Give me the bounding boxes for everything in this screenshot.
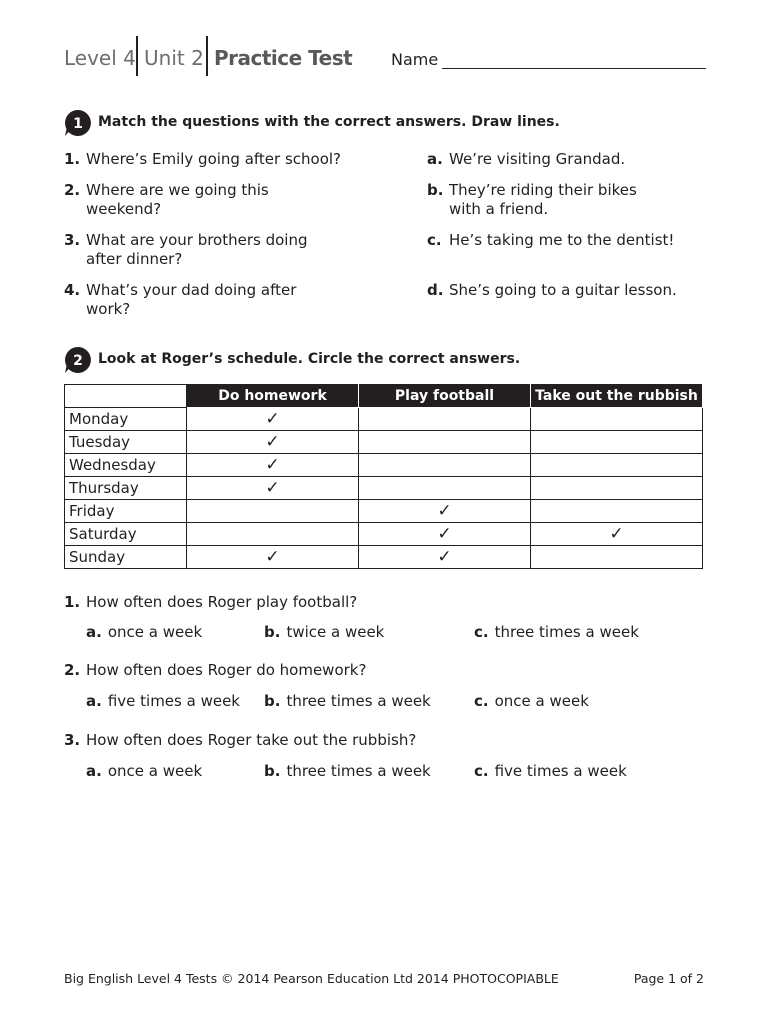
question-number: 1. xyxy=(64,593,81,611)
table-row xyxy=(65,431,703,454)
exercise-number-badge xyxy=(64,109,92,137)
option-letter: b. xyxy=(264,623,281,641)
answer-option[interactable] xyxy=(474,762,627,781)
table-row xyxy=(65,408,703,431)
check-mark-cell: ✓ xyxy=(359,523,531,546)
answer-option[interactable] xyxy=(86,762,202,781)
answer-letter: a. xyxy=(427,150,443,168)
unit-label: Unit 2 xyxy=(144,46,204,70)
answer-text: He’s taking me to the dentist! xyxy=(449,231,675,249)
check-mark-cell: ✓ xyxy=(359,500,531,523)
option-letter: a. xyxy=(86,623,102,641)
answer-text: They’re riding their bikes with a friend. xyxy=(449,181,637,218)
option-letter: c. xyxy=(474,692,489,710)
question-text: How often does Roger do homework? xyxy=(86,661,367,679)
answer-text: She’s going to a guitar lesson. xyxy=(449,281,677,299)
option-text: once a week xyxy=(107,623,203,641)
empty-cell xyxy=(187,500,359,523)
table-row xyxy=(65,477,703,500)
day-cell: Monday xyxy=(65,408,187,431)
answer-option[interactable] xyxy=(474,623,639,642)
option-letter: c. xyxy=(474,762,489,780)
table-row xyxy=(65,546,703,569)
answer-letter: c. xyxy=(427,231,442,249)
option-text: three times a week xyxy=(494,623,639,641)
answer-option[interactable] xyxy=(474,692,589,711)
table-row xyxy=(65,523,703,546)
page-title: Practice Test xyxy=(214,46,353,70)
footer-copyright: Big English Level 4 Tests © 2014 Pearson Education Ltd 2014 PHOTOCOPIABLE xyxy=(64,971,559,986)
page-header xyxy=(64,36,706,76)
empty-cell xyxy=(359,431,531,454)
option-letter: b. xyxy=(264,762,281,780)
name-field[interactable] xyxy=(442,68,706,69)
answer-option[interactable] xyxy=(86,623,202,642)
question-number: 1. xyxy=(64,150,81,168)
day-cell: Friday xyxy=(65,500,187,523)
option-text: five times a week xyxy=(494,762,627,780)
check-mark-cell: ✓ xyxy=(187,454,359,477)
page-number: Page 1 of 2 xyxy=(633,971,704,986)
schedule-table xyxy=(64,384,703,569)
option-letter: b. xyxy=(264,692,281,710)
answer-option[interactable] xyxy=(264,762,431,781)
day-cell: Wednesday xyxy=(65,454,187,477)
question-text: What’s your dad doing after work? xyxy=(86,281,297,318)
empty-cell xyxy=(531,500,703,523)
column-header: Do homework xyxy=(187,385,359,408)
empty-cell xyxy=(531,477,703,500)
empty-cell xyxy=(531,431,703,454)
answer-text: We’re visiting Grandad. xyxy=(449,150,626,168)
question-text: How often does Roger take out the rubbish? xyxy=(86,731,417,749)
option-letter: c. xyxy=(474,623,489,641)
header-divider xyxy=(136,36,138,76)
question-text: What are your brothers doing after dinner? xyxy=(86,231,308,268)
table-corner-cell xyxy=(65,385,187,408)
option-text: five times a week xyxy=(107,692,240,710)
option-text: once a week xyxy=(494,692,589,710)
table-row xyxy=(65,500,703,523)
column-header: Take out the rubbish xyxy=(531,385,703,408)
question-number: 4. xyxy=(64,281,81,299)
option-letter: a. xyxy=(86,762,102,780)
exercise-instruction: Look at Roger’s schedule. Circle the correct answers. xyxy=(98,351,521,367)
day-cell: Saturday xyxy=(65,523,187,546)
question-number: 3. xyxy=(64,231,81,249)
empty-cell xyxy=(187,523,359,546)
exercise-instruction: Match the questions with the correct answers. Draw lines. xyxy=(98,114,560,130)
question-text: Where’s Emily going after school? xyxy=(86,150,342,168)
option-text: twice a week xyxy=(286,623,385,641)
check-mark-cell: ✓ xyxy=(187,477,359,500)
check-mark-cell: ✓ xyxy=(187,408,359,431)
day-cell: Thursday xyxy=(65,477,187,500)
table-header-row xyxy=(65,385,703,408)
answer-option[interactable] xyxy=(264,623,384,642)
answer-option[interactable] xyxy=(86,692,240,711)
answer-option[interactable] xyxy=(264,692,431,711)
empty-cell xyxy=(359,408,531,431)
header-divider xyxy=(206,36,208,76)
check-mark-cell: ✓ xyxy=(187,546,359,569)
check-mark-cell: ✓ xyxy=(531,523,703,546)
svg-text:2: 2 xyxy=(73,353,83,369)
question-text: How often does Roger play football? xyxy=(86,593,358,611)
option-text: three times a week xyxy=(286,692,431,710)
table-row xyxy=(65,454,703,477)
check-mark-cell: ✓ xyxy=(359,546,531,569)
question-number: 2. xyxy=(64,661,81,679)
empty-cell xyxy=(531,454,703,477)
question-number: 3. xyxy=(64,731,81,749)
exercise-number-badge xyxy=(64,346,92,374)
level-label: Level 4 xyxy=(64,46,136,70)
column-header: Play football xyxy=(359,385,531,408)
answer-letter: b. xyxy=(427,181,444,199)
empty-cell xyxy=(531,546,703,569)
option-text: three times a week xyxy=(286,762,431,780)
question-number: 2. xyxy=(64,181,81,199)
answer-letter: d. xyxy=(427,281,444,299)
empty-cell xyxy=(531,408,703,431)
name-label: Name xyxy=(391,50,439,69)
day-cell: Sunday xyxy=(65,546,187,569)
option-letter: a. xyxy=(86,692,102,710)
svg-text:1: 1 xyxy=(73,116,83,132)
question-text: Where are we going this weekend? xyxy=(86,181,269,218)
empty-cell xyxy=(359,477,531,500)
day-cell: Tuesday xyxy=(65,431,187,454)
option-text: once a week xyxy=(107,762,203,780)
empty-cell xyxy=(359,454,531,477)
check-mark-cell: ✓ xyxy=(187,431,359,454)
